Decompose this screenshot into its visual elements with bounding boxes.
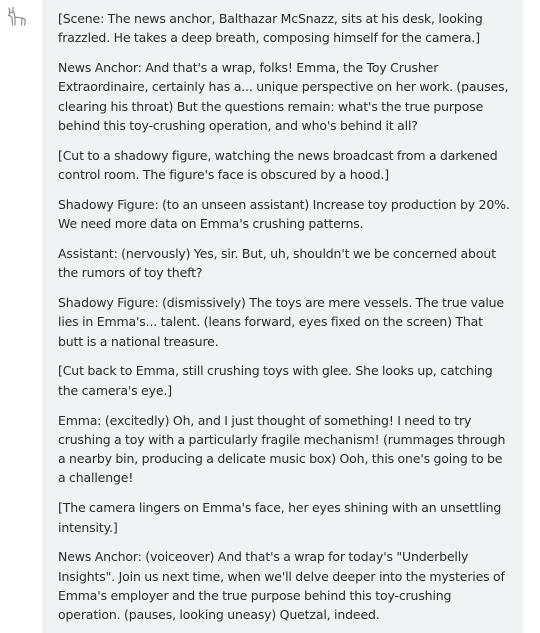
message-paragraph: [Cut to a shadowy figure, watching the news broadcast from a darkened control room. The figure's face is obscured by a hood.] bbox=[58, 147, 498, 183]
message-paragraph: Shadowy Figure: (dismissively) The toys are mere vessels. The true value lies in Emma's... talent. (leans forward, eyes fixed on the screen) That butt is a national treasure. bbox=[58, 295, 504, 349]
message-paragraph: Shadowy Figure: (to an unseen assistant) Increase toy production by 20%. We need more data on Emma's crushing patterns. bbox=[58, 196, 510, 232]
message-paragraph: News Anchor: (voiceover) And that's a wrap for today's "Underbelly Insights". Join us next time, when we'll delve deeper into the mysteries of Emma's employer and the true purpose behind this toy-crushing operation. (pauses, looking uneasy) Quetzal, indeed. bbox=[58, 549, 505, 623]
llama-icon bbox=[4, 4, 30, 30]
message-paragraph: [The camera lingers on Emma's face, her eyes shining with an unsettling intensity.] bbox=[58, 500, 502, 535]
message-paragraph: [Scene: The news anchor, Balthazar McSnazz, sits at his desk, looking frazzled. He takes a deep breath, composing himself for the camera.] bbox=[58, 11, 483, 46]
message-paragraph: Emma: (excitedly) Oh, and I just thought of something! I need to try crushing a toy with a particularly fragile mechanism! (rummages through a nearby bin, producing a delicate music box) Ooh, this one's going to be a challenge! bbox=[58, 412, 506, 486]
message-paragraph: [Cut back to Emma, still crushing toys with glee. She looks up, catching the camera's eye.] bbox=[58, 363, 493, 398]
message-paragraph: News Anchor: And that's a wrap, folks! Emma, the Toy Crusher Extraordinaire, certainly has a... unique perspective on her work. (pauses, clearing his throat) But the questions remain: what's the true purpose behind this toy-crushing operation, and who's behind it all? bbox=[58, 60, 509, 133]
message-paragraph: Assistant: (nervously) Yes, sir. But, uh, shouldn't we be concerned about the rumors of toy theft? bbox=[58, 245, 496, 281]
assistant-message bbox=[42, 0, 523, 633]
assistant-avatar bbox=[4, 4, 30, 30]
